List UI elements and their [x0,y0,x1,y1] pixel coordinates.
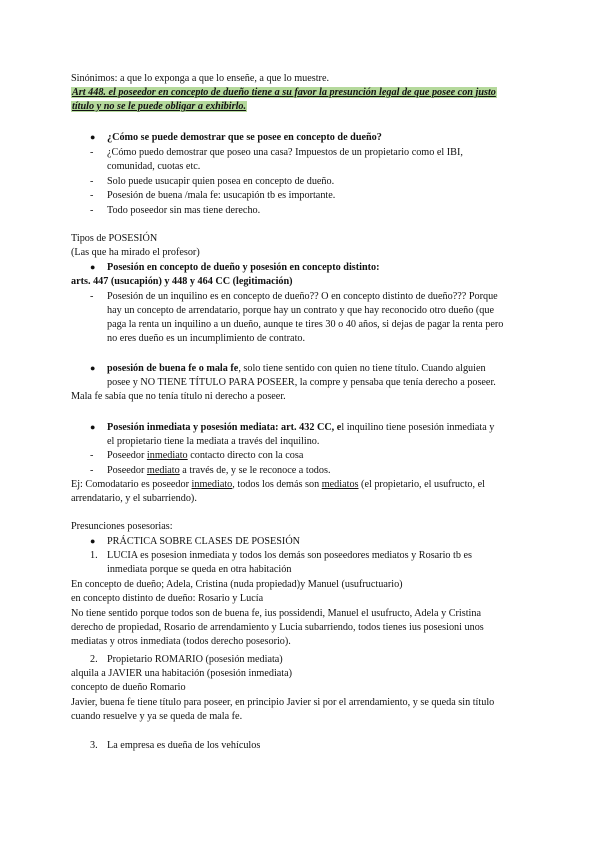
practice2-line: cuando resuelve y ya se queda de mala fe. [71,711,243,722]
presunciones-title: Presunciones posesorias: [71,521,173,532]
text-segment: Ej: Comodatario es poseedor [71,479,192,490]
q1-item: Solo puede usucapir quien posea en concepto de dueño. [107,176,335,187]
dash-icon: - [90,291,94,302]
art448-highlight-2: título y no se le puede obligar a exhibirlo. [72,101,247,112]
art448-highlight-1: Art 448. el poseedor en concepto de dueño tiene a su favor la presunción legal de que posee con justo [72,87,496,98]
underlined-term: mediatos [321,479,359,490]
type2-heading: posesión de buena fe o mala fe [107,363,239,374]
practice1-line: derecho de propiedad, Rosario de arrendamiento y Lucia subarriendo, todos tienes ius posesioni unos [71,622,484,633]
type2-line-2: posee y NO TIENE TÍTULO PARA POSEER, la compre y pensaba que tenía derecho a poseer. [107,377,496,388]
type3-line-1 [107,421,494,434]
type1-heading: Posesión en concepto de dueño y posesión en concepto distinto: [107,262,380,273]
practica-heading: PRÁCTICA SOBRE CLASES DE POSESIÓN [107,536,301,547]
text-segment: Poseedor [107,465,147,476]
q1-item: Posesión de buena /mala fe: usucapión tb es importante. [107,190,336,201]
type1-text: hay un concepto de arrendatario, porque hay un contrato y que hay reconocido otro dueño (que [107,305,494,316]
dash-icon: - [90,205,94,216]
dash-icon: - [90,450,94,461]
type2-line-3: Mala fe sabía que no tenía título ni derecho a poseer. [71,391,286,402]
list-number: 1. [90,550,98,561]
art448-line-2 [71,100,247,113]
type1-text: paga la renta un inquilino a un dueño, aunque te tires 30 o 40 años, si dejas de pagar la renta pero [107,319,504,330]
dash-icon: - [90,176,94,187]
type1-text: Posesión de un inquilino es en concepto de dueño?? O en concepto distinto de dueño??? Porque [107,291,498,302]
text-segment: Poseedor [107,450,147,461]
dash-icon: - [90,147,94,158]
practice2-line: alquila a JAVIER una habitación (posesión inmediata) [71,668,293,679]
practice2-line: Propietario ROMARIO (posesión mediata) [107,654,283,665]
practice2-line: concepto de dueño Romario [71,682,186,693]
underlined-term: inmediato [191,479,233,490]
bullet-icon: ● [90,422,96,432]
q1-item: Todo poseedor sin mas tiene derecho. [107,205,261,216]
text-segment: (el propietario, el usufructo, el [358,479,485,490]
art448-line-1 [71,86,497,99]
q1-item-cont: comunidad, cuotas etc. [107,161,201,172]
practice3-line: La empresa es dueña de los vehículos [107,740,261,751]
practice1-line: inmediata porque se queda en otra habitación [107,564,292,575]
text-segment: contacto directo con la cosa [187,450,304,461]
q1-heading: ¿Cómo se puede demostrar que se posee en concepto de dueño? [107,132,382,143]
text-segment: a través de, y se le reconoce a todos. [179,465,331,476]
type3-item-inmediato [107,449,303,462]
underlined-term: inmediato [146,450,188,461]
q1-item: ¿Cómo puedo demostrar que poseo una casa? Impuestos de un propietario como el IBI, [107,147,463,158]
practice1-line: No tiene sentido porque todos son de buena fe, ius possidendi, Manuel el usufructo, Adela y Cristina [71,608,481,619]
list-number: 3. [90,740,98,751]
types-subtitle: (Las que ha mirado el profesor) [71,247,200,258]
dash-icon: - [90,465,94,476]
types-title: Tipos de POSESIÓN [71,233,158,244]
synonyms-line: Sinónimos: a que lo exponga a que lo enseñe, a que lo muestre. [71,73,330,84]
type2-text: , solo tiene sentido con quien no tiene título. Cuando alguien [238,363,486,374]
practice1-line: LUCIA es posesion inmediata y todos los demás son poseedores mediatos y Rosario tb es [107,550,473,561]
type1-articles: arts. 447 (usucapión) y 448 y 464 CC (legitimación) [71,276,293,287]
example-line-1 [71,478,485,491]
type1-text: no eres dueño es un incumplimiento de contrato. [107,333,306,344]
practice2-line: Javier, buena fe tiene título para poseer, en principio Javier si por el arrendamiento, y se queda sin título [71,697,495,708]
type3-heading: Posesión inmediata y posesión mediata: art. 432 CC, e [107,422,342,433]
practice1-line: mediatas y otros inmediata (todos derecho posesorio). [71,636,291,647]
practice1-line: en concepto distinto de dueño: Rosario y Lucía [71,593,264,604]
type3-line-2: el propietario tiene la mediata a través del inquilino. [107,436,320,447]
bullet-icon: ● [90,536,96,546]
practice1-line: En concepto de dueño; Adela, Cristina (nuda propiedad)y Manuel (usufructuario) [71,579,403,590]
bullet-icon: ● [90,262,96,272]
text-segment: , todos los demás son [232,479,322,490]
type3-text: l inquilino tiene posesión inmediata y [341,422,495,433]
list-number: 2. [90,654,98,665]
type2-line-1 [107,362,486,375]
example-line-2: arrendatario, y el subarriendo). [71,493,197,504]
type3-item-mediato [107,464,331,477]
underlined-term: mediato [146,465,180,476]
bullet-icon: ● [90,363,96,373]
dash-icon: - [90,190,94,201]
bullet-icon: ● [90,132,96,142]
